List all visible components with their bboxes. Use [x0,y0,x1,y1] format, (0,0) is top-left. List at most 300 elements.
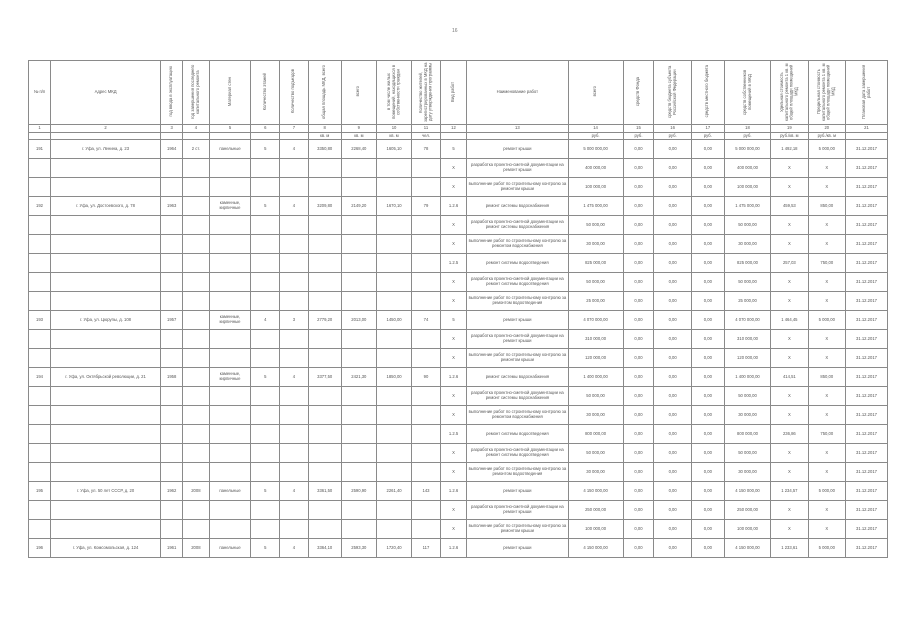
table-cell-work: ремонт крыши [467,140,568,159]
table-cell-date: 31.12.2017 [846,368,888,387]
table-cell-limit: 5 000,00 [808,140,845,159]
table-cell-total: 400 000,00 [568,159,623,178]
table-cell-limit: X [808,273,845,292]
table-cell-walls: каменные, кирпичные [209,311,251,330]
table-cell-people: 78 [412,140,441,159]
table-cell-area [308,444,341,463]
table-cell-sub: 0,00 [654,463,691,482]
table-cell-type: 1.2.6 [440,368,466,387]
unit-cell [846,133,888,140]
table-cell-addr: г. Уфа, ул. 50 лет СССР, д. 20 [51,482,161,501]
table-cell-floors: 5 [251,539,280,558]
table-cell-type: 5 [440,140,466,159]
table-cell-area [308,159,341,178]
table-cell-walls [209,178,251,197]
table-cell-repair: 2008 [183,539,209,558]
table-cell-walls [209,406,251,425]
table-cell-repair [183,273,209,292]
header-cell: № п/п [29,61,51,125]
table-cell-unit: X [771,178,808,197]
table-cell-fund: 0,00 [623,216,654,235]
table-cell-mun: 0,00 [691,406,724,425]
table-cell-entr [280,349,309,368]
table-cell-repair [183,349,209,368]
table-cell-people: 79 [412,197,441,216]
table-cell-area [308,463,341,482]
table-cell-unit: 1 464,45 [771,311,808,330]
table-cell-liv [341,520,376,539]
table-cell-year [161,292,183,311]
table-cell-date: 31.12.2017 [846,330,888,349]
table-cell-work: разработка проектно-сметной документации на ремонт системы водоотведения [467,273,568,292]
header-cell: средств Фонда [623,61,654,125]
column-number-cell: 21 [846,125,888,133]
table-cell-mun: 0,00 [691,368,724,387]
unit-cell [51,133,161,140]
table-cell-limit: X [808,444,845,463]
table-cell-entr [280,159,309,178]
table-cell-floors [251,349,280,368]
table-cell-liv [341,235,376,254]
table-cell-date: 31.12.2017 [846,444,888,463]
table-cell-people [412,254,441,273]
table-cell-area: 3361,50 [308,482,341,501]
header-cell: средств местного бюджета [691,61,724,125]
table-cell-sub: 0,00 [654,501,691,520]
table-cell-unit: X [771,463,808,482]
table-cell-date: 31.12.2017 [846,406,888,425]
table-cell-work: ремонт крыши [467,539,568,558]
table-cell-unit: X [771,520,808,539]
table-cell-limit: 5 000,00 [808,539,845,558]
table-cell-total: 50 000,00 [568,387,623,406]
header-cell: Материал стен [209,61,251,125]
table-cell-entr [280,292,309,311]
table-cell-mun: 0,00 [691,330,724,349]
table-cell-sub: 0,00 [654,216,691,235]
table-cell-entr [280,425,309,444]
table-cell-floors [251,216,280,235]
table-cell-entr: 4 [280,197,309,216]
table-row [29,140,888,159]
table-cell-area [308,387,341,406]
table-cell-addr [51,463,161,482]
table-cell-own_funds: 120 000,00 [724,349,770,368]
table-cell-total: 4 070 000,00 [568,311,623,330]
column-number-cell: 16 [654,125,691,133]
table-cell-work: выполнение работ по строительному контролю за ремонтом водоснабжения [467,406,568,425]
table-cell-walls [209,463,251,482]
table-cell-n: 196 [29,539,51,558]
table-cell-liv: 2149,20 [341,197,376,216]
table-cell-people [412,273,441,292]
table-cell-area: 2779,20 [308,311,341,330]
table-cell-addr [51,444,161,463]
header-cell: всего [341,61,376,125]
table-cell-own [376,406,411,425]
table-cell-sub: 0,00 [654,368,691,387]
table-cell-entr: 4 [280,368,309,387]
table-cell-entr [280,444,309,463]
column-number-cell: 13 [467,125,568,133]
table-cell-people [412,463,441,482]
table-cell-date: 31.12.2017 [846,216,888,235]
table-cell-limit: X [808,406,845,425]
table-cell-people [412,387,441,406]
table-cell-floors [251,463,280,482]
table-cell-n: 194 [29,368,51,387]
unit-cell: чел. [412,133,441,140]
table-cell-n [29,387,51,406]
table-cell-limit: X [808,292,845,311]
table-cell-entr: 4 [280,539,309,558]
table-cell-sub: 0,00 [654,273,691,292]
table-cell-own [376,501,411,520]
table-cell-work: выполнение работ по строительному контролю за ремонтом крыши [467,349,568,368]
table-cell-floors [251,273,280,292]
table-cell-walls [209,501,251,520]
unit-cell: руб. [724,133,770,140]
table-cell-total: 5 000 000,00 [568,140,623,159]
table-cell-walls [209,292,251,311]
table-cell-own_funds: 400 000,00 [724,159,770,178]
table-cell-repair [183,387,209,406]
table-cell-work: разработка проектно-сметной документации на ремонт крыши [467,330,568,349]
table-row [29,178,888,197]
table-cell-people: 74 [412,311,441,330]
table-cell-limit: X [808,349,845,368]
table-cell-own_funds: 5 000 000,00 [724,140,770,159]
table-cell-repair: 2008 [183,482,209,501]
table-cell-sub: 0,00 [654,520,691,539]
header-cell: Количество этажей [251,61,280,125]
table-cell-year [161,406,183,425]
table-cell-mun: 0,00 [691,311,724,330]
table-cell-sub: 0,00 [654,197,691,216]
table-cell-sub: 0,00 [654,140,691,159]
table-cell-limit: X [808,159,845,178]
table-row [29,501,888,520]
table-cell-mun: 0,00 [691,387,724,406]
table-cell-year: 1958 [161,368,183,387]
table-cell-year [161,501,183,520]
table-cell-work: ремонт системы водоотведения [467,254,568,273]
table-cell-total: 310 000,00 [568,330,623,349]
table-cell-floors [251,178,280,197]
table-cell-date: 31.12.2017 [846,311,888,330]
table-cell-addr [51,292,161,311]
table-cell-entr: 4 [280,140,309,159]
table-cell-own [376,178,411,197]
table-cell-work: ремонт системы водоснабжения [467,368,568,387]
table-cell-work: ремонт крыши [467,311,568,330]
unit-cell: кв. м [376,133,411,140]
table-cell-own_funds: 825 000,00 [724,254,770,273]
table-cell-date: 31.12.2017 [846,482,888,501]
table-cell-people [412,292,441,311]
table-cell-area [308,254,341,273]
table-cell-repair [183,235,209,254]
table-cell-year: 1961 [161,539,183,558]
table-cell-own [376,330,411,349]
table-cell-n [29,349,51,368]
table-cell-liv [341,463,376,482]
table-cell-sub: 0,00 [654,406,691,425]
table-cell-liv: 2421,30 [341,368,376,387]
table-cell-limit: X [808,235,845,254]
table-cell-work: ремонт крыши [467,482,568,501]
table-cell-year: 1963 [161,197,183,216]
table-cell-own_funds: 50 000,00 [724,216,770,235]
table-cell-fund: 0,00 [623,330,654,349]
header-cell: средств собственников помещений в МКД [724,61,770,125]
table-cell-liv: 2593,30 [341,539,376,558]
table-cell-people [412,425,441,444]
table-cell-type: X [440,501,466,520]
table-cell-unit: X [771,292,808,311]
table-cell-floors [251,444,280,463]
table-cell-own [376,387,411,406]
header-cell: Адрес МКД [51,61,161,125]
table-cell-total: 30 000,00 [568,463,623,482]
table-cell-area [308,406,341,425]
table-cell-total: 1 400 000,00 [568,368,623,387]
table-row [29,368,888,387]
table-cell-addr [51,425,161,444]
table-cell-fund: 0,00 [623,539,654,558]
header-cell: год ввода в эксплуатацию [161,61,183,125]
column-number-cell: 19 [771,125,808,133]
table-cell-work: разработка проектно-сметной документации на ремонт крыши [467,159,568,178]
table-cell-entr [280,501,309,520]
table-cell-type: X [440,273,466,292]
table-cell-walls [209,235,251,254]
table-cell-people [412,159,441,178]
table-cell-walls [209,330,251,349]
table-cell-liv: 2590,90 [341,482,376,501]
table-cell-area [308,216,341,235]
table-cell-n: 195 [29,482,51,501]
table-cell-sub: 0,00 [654,254,691,273]
table-cell-own_funds: 30 000,00 [724,463,770,482]
table-cell-repair [183,463,209,482]
table-cell-own_funds: 50 000,00 [724,273,770,292]
table-cell-type: X [440,292,466,311]
table-cell-sub: 0,00 [654,311,691,330]
table-cell-own_funds: 250 000,00 [724,501,770,520]
table-cell-limit: X [808,501,845,520]
table-cell-limit: 750,00 [808,254,845,273]
table-cell-own_funds: 25 000,00 [724,292,770,311]
table-cell-own_funds: 4 070 000,00 [724,311,770,330]
table-cell-people [412,501,441,520]
table-cell-repair [183,368,209,387]
table-cell-sub: 0,00 [654,482,691,501]
table-row [29,520,888,539]
table-cell-unit: 414,51 [771,368,808,387]
table-cell-own [376,254,411,273]
table-cell-addr [51,216,161,235]
table-cell-addr: г. Уфа, ул. Достоевского, д. 78 [51,197,161,216]
table-cell-total: 100 000,00 [568,520,623,539]
table-cell-walls [209,159,251,178]
table-cell-liv [341,178,376,197]
table-cell-limit: 5 000,00 [808,482,845,501]
table-cell-addr [51,520,161,539]
table-cell-date: 31.12.2017 [846,197,888,216]
table-cell-own_funds: 100 000,00 [724,178,770,197]
table-cell-limit: 850,00 [808,368,845,387]
table-cell-entr [280,178,309,197]
table-cell-sub: 0,00 [654,349,691,368]
table-row [29,292,888,311]
table-cell-type: 1.2.6 [440,482,466,501]
column-number-cell: 17 [691,125,724,133]
table-cell-own: 1850,00 [376,368,411,387]
table-cell-people [412,349,441,368]
table-cell-area [308,425,341,444]
table-cell-sub: 0,00 [654,330,691,349]
table-cell-walls: панельные [209,539,251,558]
column-number-cell: 10 [376,125,411,133]
table-row [29,330,888,349]
table-cell-entr [280,330,309,349]
table-cell-liv: 2013,00 [341,311,376,330]
table-row [29,159,888,178]
table-cell-walls [209,254,251,273]
table-cell-year [161,463,183,482]
table-cell-fund: 0,00 [623,463,654,482]
table-cell-walls [209,444,251,463]
column-number-cell: 2 [51,125,161,133]
table-cell-work: ремонт системы водоснабжения [467,197,568,216]
table-cell-year [161,254,183,273]
unit-cell: руб. [691,133,724,140]
table-cell-n [29,254,51,273]
table-cell-year: 1962 [161,482,183,501]
header-cell: в том числе жилых помещений, находящихся в собственности граждан [376,61,411,125]
table-row [29,197,888,216]
table-cell-fund: 0,00 [623,501,654,520]
table-cell-own_funds: 50 000,00 [724,387,770,406]
table-cell-entr [280,520,309,539]
unit-cell: руб./кв. м [808,133,845,140]
table-cell-date: 31.12.2017 [846,501,888,520]
table-cell-repair [183,311,209,330]
table-cell-liv [341,330,376,349]
table-cell-total: 1 475 000,00 [568,197,623,216]
table-cell-area [308,292,341,311]
table-cell-n: 191 [29,140,51,159]
table-cell-entr [280,406,309,425]
header-cell: Предельная стоимость капитального ремонта 1 кв. м общей площади помещений МКД [808,61,845,125]
table-cell-total: 120 000,00 [568,349,623,368]
table-cell-walls: каменные, кирпичные [209,197,251,216]
column-number-cell: 4 [183,125,209,133]
table-cell-work: выполнение работ по строительному контролю за ремонтом водоотведения [467,463,568,482]
table-cell-own [376,273,411,292]
unit-cell: руб. [654,133,691,140]
table-cell-entr [280,216,309,235]
table-cell-type: X [440,463,466,482]
table-cell-own_funds: 310 000,00 [724,330,770,349]
table-cell-own_funds: 800 000,00 [724,425,770,444]
table-row [29,482,888,501]
table-cell-liv [341,292,376,311]
table-cell-sub: 0,00 [654,539,691,558]
table-cell-liv [341,501,376,520]
table-cell-total: 25 000,00 [568,292,623,311]
table-cell-type: 1.2.5 [440,425,466,444]
table-cell-liv [341,425,376,444]
table-row [29,216,888,235]
unit-cell [251,133,280,140]
table-cell-total: 4 150 000,00 [568,539,623,558]
column-number-cell: 6 [251,125,280,133]
table-cell-floors [251,501,280,520]
table-cell-walls: панельные [209,482,251,501]
table-cell-type: X [440,349,466,368]
table-cell-work: разработка проектно-сметной документации на ремонт крыши [467,501,568,520]
table-cell-total: 50 000,00 [568,273,623,292]
table-cell-own [376,520,411,539]
table-cell-repair [183,520,209,539]
table-cell-addr [51,254,161,273]
table-cell-people: 117 [412,539,441,558]
table-row [29,311,888,330]
table-cell-area [308,273,341,292]
table-cell-repair [183,178,209,197]
table-cell-addr: г. Уфа, ул. Комсомольская, д. 124 [51,539,161,558]
table-cell-date: 31.12.2017 [846,387,888,406]
unit-cell [209,133,251,140]
table-cell-mun: 0,00 [691,482,724,501]
column-number-cell: 11 [412,125,441,133]
page-number: 16 [452,28,458,34]
table-cell-fund: 0,00 [623,520,654,539]
table-cell-people [412,330,441,349]
header-cell: общая площадь МКД, всего [308,61,341,125]
table-cell-people: 143 [412,482,441,501]
table-cell-own_funds: 100 000,00 [724,520,770,539]
table-cell-entr: 4 [280,482,309,501]
table-row [29,406,888,425]
table-cell-type: X [440,444,466,463]
table-cell-people [412,178,441,197]
table-cell-mun: 0,00 [691,349,724,368]
table-cell-floors: 5 [251,197,280,216]
table-cell-work: ремонт системы водоотведения [467,425,568,444]
table-cell-sub: 0,00 [654,292,691,311]
table-cell-n [29,159,51,178]
table-cell-sub: 0,00 [654,425,691,444]
table-cell-repair [183,406,209,425]
table-cell-year [161,178,183,197]
table-cell-floors: 4 [251,311,280,330]
table-cell-fund: 0,00 [623,349,654,368]
table-cell-liv [341,349,376,368]
table-cell-own [376,159,411,178]
table-cell-own [376,463,411,482]
table-cell-total: 800 000,00 [568,425,623,444]
column-number-cell: 8 [308,125,341,133]
header-cell: Количество подъездов [280,61,309,125]
table-cell-floors [251,330,280,349]
table-cell-own: 2261,40 [376,482,411,501]
table-row [29,387,888,406]
table-cell-floors [251,425,280,444]
table-cell-walls: каменные, кирпичные [209,368,251,387]
